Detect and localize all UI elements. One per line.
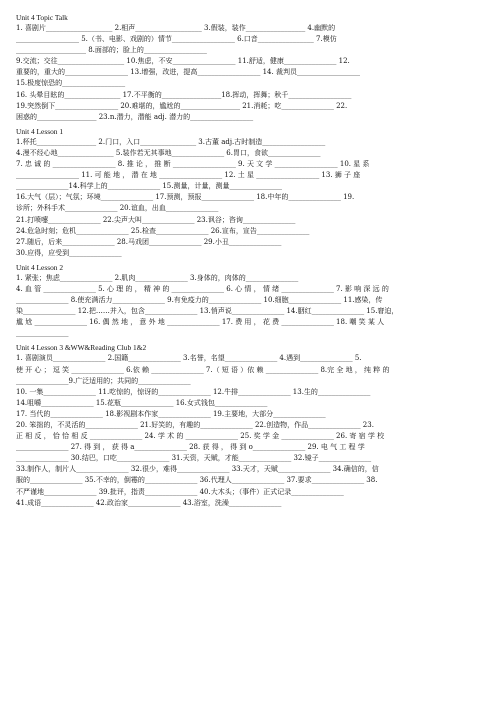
worksheet-line: _______________: [16, 329, 69, 338]
worksheet-line: 使 开 心 ； 逗 笑 _______________ 6.依 赖 _______________ 7.（ 短 语 ）依 赖 _______________ 8.完 全 地 ， 纯 粹 的: [16, 365, 390, 374]
worksheet-line: _______________ 27. 得 到 ， 获 得 a_______________ 28. 获 得 ， 得 到 o_______________ 29. 电 气 工 程 学: [16, 443, 365, 452]
worksheet-line: 染_______________ 12.把……并入，包含_______________ 13.悄声说_______________ 14.胭红_______________ 15.窘迫，: [16, 307, 399, 316]
worksheet-line: 1.杯托_________________ 2.门口，入口________________ 3.古董 adj.古时制造__________________: [16, 137, 326, 146]
worksheet-line: 16. 头晕目眩的________________ 17.不平衡的_________________18.挥动，挥舞；秋千__________________: [16, 90, 352, 99]
worksheet-line: 4.漫不经心地________________ 5.装作若无其事地_______________ 6.胃口，食欲_______________: [16, 148, 321, 157]
worksheet-line: 19.突然倒下__________________ 20.难堪的，尴尬的_________________ 21.消耗；吃_______________ 22.: [16, 101, 348, 110]
worksheet-line: 4. 血 管 _______________ 5. 心 理 的 ， 精 神 的 _______________ 6. 心 情 ， 情 绪 _______________ 7. 影 响 深 远 的: [16, 284, 389, 293]
worksheet-line: _______________ 8.使充满活力_______________ 9.有免疫力的_______________ 10.细胞_______________ 11.感染，传: [16, 296, 383, 305]
worksheet-line: 诊所；外科手术_______________ 20.谊血，出血_______________: [16, 204, 219, 213]
section-heading: Unit 4 Lesson 3 &WW&Reading Club 1&2: [16, 343, 147, 353]
worksheet-line: 1. 喜剧片___________________ 2.相声___________________ 3.假装，装作_________________ 4.幽默的: [16, 24, 336, 32]
section-heading: Unit 4 Topic Talk: [16, 13, 68, 22]
worksheet-line: 7. 忠 诚 的 __________________ 8. 推 论 ， 推 断 __________________ 9. 天 文 学 __________________ 10. 星 系: [16, 160, 370, 169]
worksheet-line: 30.应得，应受到_______________: [16, 248, 122, 257]
worksheet-line: 1. 喜剧演员_______________ 2.国籍_______________ 3.名誉，名望_______________ 4.遇到_______________ 5.: [16, 354, 362, 363]
worksheet-line: __________________ 11. 可 能 地 ， 潜 在 地 __________________ 12. 土 星 __________________ 13. 狮 子 座: [16, 171, 361, 180]
worksheet-line: __________________ 5.（书、电影、戏剧的）情节__________________ 6.口音________________ 7.模仿: [16, 35, 337, 44]
worksheet-line: ____________________ 8.面部的；脸上的__________________: [16, 46, 207, 55]
worksheet-line: 24.危急时刻；危机_______________ 25.检查_______________ 26.宣布，宣告_______________: [16, 226, 310, 235]
worksheet-line: _______________14.科学上的_______________ 15.测量，计量，测量_______________: [16, 182, 282, 191]
worksheet-line: 21.打喷嚏_______________ 22.尖声大叫_______________ 23.讽谷；咨询_______________: [16, 215, 296, 224]
worksheet-line: 1. 紧张；焦虑_______________ 2.肌肉_______________ 3.身体的，肉体的_______________: [16, 273, 299, 282]
worksheet-line: 困惑的_________________ 23.n.潜力，潜能 adj. 潜力的__________________: [16, 112, 254, 121]
worksheet-line: 33.制作人，制片人_______________ 32.很少，难得_______________ 33.天才，天赋_______________ 34.确信的，信: [16, 465, 379, 474]
worksheet-line: _______________ 30.结巴，口吃_______________ 31.天资，天赋，才能_______________ 32.镜子_______________: [16, 454, 372, 463]
worksheet-line: 16.大气（层）；气氛；环境_______________ 17.预测，预报_______________ 18.中年的_______________ 19.: [16, 193, 355, 202]
section-heading: Unit 4 Lesson 2: [16, 262, 64, 272]
worksheet-line: 17. 当代的_______________ 18.影视剧本作家_______________ 19.主要地，大部分_______________: [16, 409, 326, 418]
section-heading: Unit 4 Lesson 1: [16, 126, 64, 136]
worksheet-line: 正 相 反 ， 恰 恰 相 反 _______________ 24. 学 术 的 _______________ 25. 奖 学 金 _______________ 26. 寄 宿 学 校: [16, 432, 385, 441]
worksheet-line: 服的_______________ 35.不幸的，倒霉的_______________ 36.代理人_______________ 37.要求_______________ 38.: [16, 476, 378, 485]
worksheet-line: 10. 一集_______________ 11.吃惊的，惊讶的_______________ 12.牛排_______________ 13.生的_______________: [16, 387, 371, 396]
worksheet-line: 15.极度惊恐的__________________: [16, 79, 126, 88]
worksheet-line: 9.交流；交往___________________ 10.焦虑，不安__________________ 11.舒适，健康_______________ 12.: [16, 57, 350, 66]
worksheet-line: _______________9.广泛适用的；共同的_______________: [16, 376, 191, 385]
worksheet-line: 重要的，重大的__________________ 13.增强，改进，提高__________________ 14. 裁判员__________________: [16, 68, 360, 77]
worksheet-line: 14.咀嚼_______________ 15.花瓶_______________ 16.女式钱包_______________: [16, 398, 268, 407]
worksheet-line: 不严谨地_______________ 39.批评，指责_______________ 40.大木头；（事件）正式记录_______________: [16, 487, 344, 496]
worksheet-line: 尴 尬 _______________ 16. 偶 然 地 ， 意 外 地 _______________ 17. 费 用 ， 花 费 _______________ 18. 嘲 笑 某 人: [16, 318, 385, 327]
worksheet-line: 20. 笨拙的，不灵活的_______________ 21.好笑的，有趣的_______________ 22.创造物，作品_______________ 23.: [16, 421, 374, 429]
worksheet-line: 41.成语_______________ 42.政治家_______________ 43.浴室，洗澡_______________: [16, 498, 282, 507]
worksheet-line: 27.随后，后来_______________ 28.马戏团_______________ 29.小丑_______________: [16, 237, 282, 246]
